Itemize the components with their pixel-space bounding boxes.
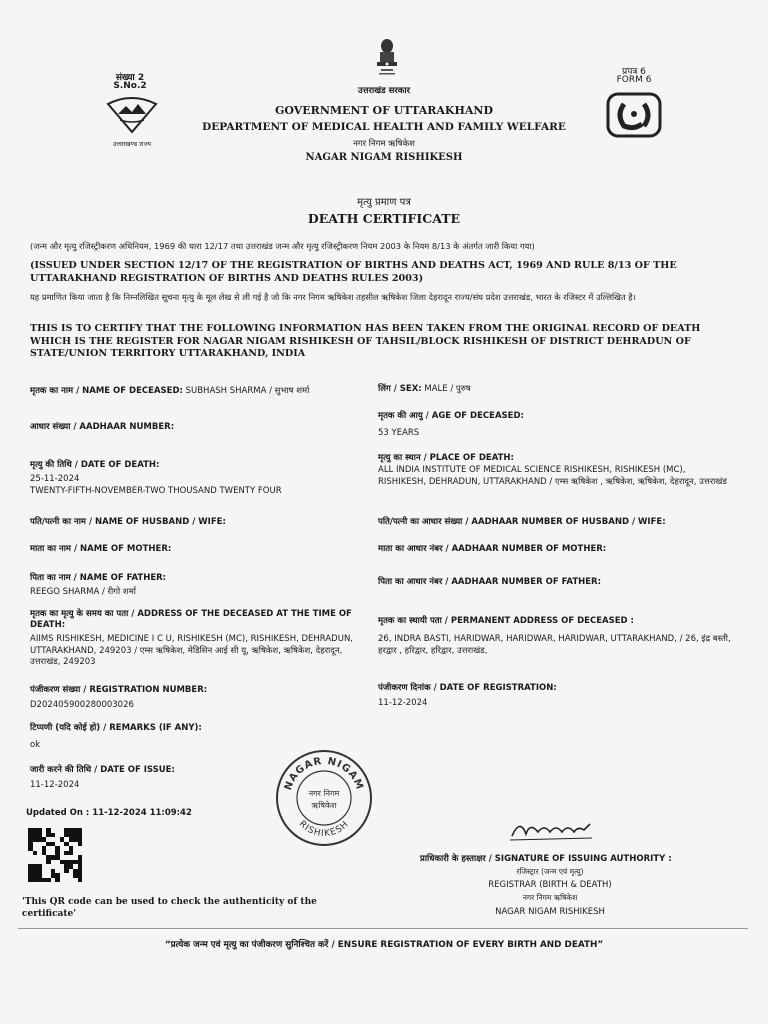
date-of-issue-label: जारी करने की तिथि / DATE OF ISSUE: [30,765,175,775]
state-emblem-icon [372,36,402,80]
sex-row [378,383,738,394]
stamp-seal-icon [274,748,374,848]
deceased-name-row [30,385,370,396]
father-name-label: पिता का नाम / NAME OF FATHER: [30,573,167,583]
permanent-address-value: 26, INDRA BASTI, HARIDWAR, HARIDWAR, HARIDWAR, UTTARAKHAND, / 26, इंद्र बस्ती, हरद्वार , हरिद्वार, हरिद्वार, उत्तराखंड, [378,634,731,656]
form-number-hindi: प्रपत्र 6 [622,67,646,77]
registrar-office: NAGAR NIGAM RISHIKESH [495,907,605,917]
husband-wife-aadhaar-label: पति/पत्नी का आधार संख्या / AADHAAR NUMBER OF HUSBAND / WIFE: [378,517,666,527]
registration-number-value: D202405900280003026 [30,700,134,710]
mother-name-label: माता का नाम / NAME OF MOTHER: [30,544,172,554]
age-label: मृतक की आयु / AGE OF DECEASED: [378,411,524,421]
age-value: 53 YEARS [378,428,420,438]
serial-number: S.No.2 [113,81,147,91]
registrar-hindi: रजिस्ट्रार (जन्म एवं मृत्यु) [516,867,584,876]
remarks-value: ok [30,740,41,750]
stamp-inner-line2: ऋषिकेश [311,801,337,810]
svg-text:RISHIKESH [297,819,351,839]
sex-value: MALE / पुरुष [424,384,471,394]
date-of-death-label: मृत्यु की तिथि / DATE OF DEATH: [30,460,160,470]
father-name-value: REEGO SHARMA / रीगो शर्मा [30,587,136,597]
place-of-death-label: मृत्यु का स्थान / PLACE OF DEATH: [378,453,514,463]
date-of-issue-value: 11-12-2024 [30,780,80,790]
registrar-title: REGISTRAR (BIRTH & DEATH) [488,880,612,890]
date-of-death-words: TWENTY-FIFTH-NOVEMBER-TWO THOUSAND TWENTY FOUR [30,486,282,496]
sex-label: लिंग / SEX: [378,384,422,394]
updated-on: Updated On : 11-12-2024 11:09:42 [26,808,192,818]
certificate-title: DEATH CERTIFICATE [307,211,461,226]
deceased-name-label: मृतक का नाम / NAME OF DECEASED: [30,386,183,396]
stamp-inner-line1: नगर निगम [308,789,340,798]
certify-hindi: यह प्रमाणित किया जाता है कि निम्नलिखित सूचना मृत्यु के मूल लेख से ली गई है जो कि नगर निगम ऋषिकेश तहसील ऋषिकेश जिला देहरादून राज्य/संघ प्रदेश उत्तराखंड, भारत के रजिस्टर में उल्लिखित है। [30,292,636,302]
deceased-name-value: SUBHASH SHARMA / सुभाष शर्मा [185,386,310,396]
registration-number-label: पंजीकरण संख्या / REGISTRATION NUMBER: [30,685,208,695]
footer-slogan: “प्रत्येक जन्म एवं मृत्यु का पंजीकरण सुनिश्चित करें / ENSURE REGISTRATION OF EVERY BIRTH AND DEATH” [164,940,604,950]
registration-date-value: 11-12-2024 [378,698,428,708]
stamp-top-text: NAGAR NIGAM [282,755,366,792]
stamp-bottom-text: RISHIKESH [296,819,352,840]
remarks-label: टिप्पणी (यदि कोई हो) / REMARKS (IF ANY): [30,723,202,733]
footer-divider [18,928,748,929]
qr-note: 'This QR code can be used to check the authenticity of the certificate' [22,897,317,919]
mother-aadhaar-label: माता का आधार नंबर / AADHAAR NUMBER OF MOTHER: [378,544,607,554]
verification-qr-code[interactable] [28,828,82,882]
department-title: DEPARTMENT OF MEDICAL HEALTH AND FAMILY WELFARE [202,121,566,133]
certificate-title-hindi: मृत्यु प्रमाण पत्र [357,197,411,208]
form-emblem-icon [606,92,662,138]
aadhaar-label: आधार संख्या / AADHAAR NUMBER: [30,422,175,432]
permanent-address-label: मृतक का स्थायी पता / PERMANENT ADDRESS OF DECEASED : [378,616,634,626]
serial-number-hindi: संख्या 2 [115,73,145,83]
registration-date-label: पंजीकरण दिनांक / DATE OF REGISTRATION: [378,683,557,693]
nigam-hindi: नगर निगम ऋषिकेश [353,139,415,149]
signature-text: Aman [508,814,511,815]
date-of-death-value: 25-11-2024 [30,474,80,484]
uttarakhand-logo-icon [104,96,160,136]
form-number: FORM 6 [616,75,652,85]
address-at-death-value: AIIMS RISHIKESH, MEDICINE I C U, RISHIKESH (MC), RISHIKESH, DEHRADUN, UTTARAKHAND, 249203 / एम्स ऋषिकेश, मेडिसिन आई सी यू, ऋषिकेश, ऋषिकेश, देहरादून, उत्तराखंड, 249203 [30,634,353,667]
place-of-death-value: ALL INDIA INSTITUTE OF MEDICAL SCIENCE RISHIKESH, RISHIKESH (MC), RISHIKESH, DEHRADUN, UTTARAKHAND / एम्स ऋषिकेश , ऋषिकेश, ऋषिकेश, देहरादून, उत्तराखंड [378,465,727,487]
address-at-death-label: मृतक का मृत्यु के समय का पता / ADDRESS OF THE DECEASED AT THE TIME OF DEATH: [30,609,352,630]
signature-scribble [508,814,594,844]
signature-label: प्राधिकारी के हस्ताक्षर / SIGNATURE OF ISSUING AUTHORITY : [420,854,672,864]
issued-under: (ISSUED UNDER SECTION 12/17 OF THE REGISTRATION OF BIRTHS AND DEATHS ACT, 1969 AND RULE 8/13 OF THE UTTARAKHAND REGISTRATION OF BIRTHS AND DEATHS RULES 2003) [30,260,677,284]
registrar-office-hindi: नगर निगम ऋषिकेश [522,893,578,902]
nigam-title: NAGAR NIGAM RISHIKESH [305,152,463,163]
certify-statement: THIS IS TO CERTIFY THAT THE FOLLOWING INFORMATION HAS BEEN TAKEN FROM THE ORIGINAL RECORD OF DEATH WHICH IS THE REGISTER FOR NAGAR NIGAM RISHIKESH OF TAHSIL/BLOCK RISHIKESH OF DISTRICT DEHRADUN OF STATE/UNION TERRITORY UTTARAKHAND, INDIA [30,323,701,359]
govt-title: GOVERNMENT OF UTTARAKHAND [274,104,493,117]
logo-caption: उत्तराखण्ड राज्य [112,140,152,148]
father-aadhaar-label: पिता का आधार नंबर / AADHAAR NUMBER OF FATHER: [378,577,602,587]
husband-wife-name-label: पति/पत्नी का नाम / NAME OF HUSBAND / WIFE: [30,517,226,527]
issued-under-hindi: (जन्म और मृत्यु रजिस्ट्रीकरण अधिनियम, 1969 की धारा 12/17 तथा उत्तराखंड जन्म और मृत्यु रजिस्ट्रीकरण नियम 2003 के नियम 8/13 के अंतर्गत जारी किया गया) [30,241,535,251]
govt-hindi: उत्तराखंड सरकार [357,86,411,96]
nagar-nigam-stamp [274,748,374,848]
